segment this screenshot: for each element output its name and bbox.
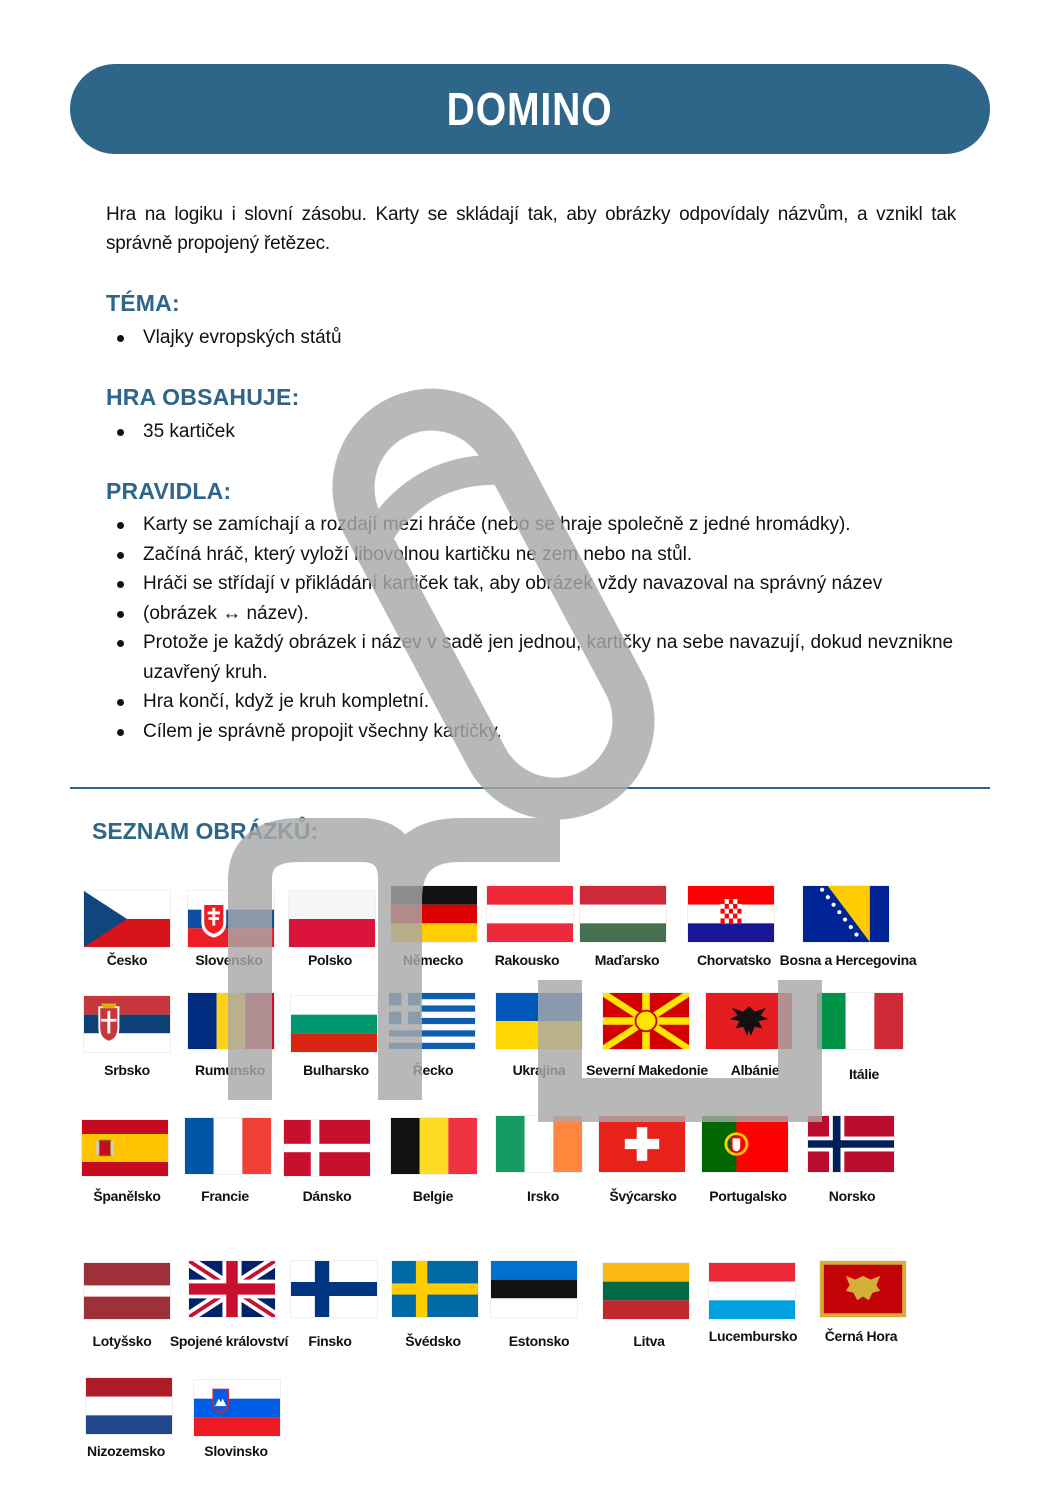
flag-label: Rakousko bbox=[494, 952, 560, 968]
flag-germany-icon bbox=[391, 886, 477, 942]
section-divider bbox=[70, 787, 990, 789]
flag-bulgaria-icon bbox=[291, 996, 377, 1052]
list-item: (obrázek ↔ název). bbox=[106, 599, 956, 629]
flag-label: Německo bbox=[402, 952, 464, 968]
list-item: Začíná hráč, který vyloží libovolnou kartičku ne zem nebo na stůl. bbox=[106, 540, 956, 570]
flag-ukraine-icon bbox=[496, 993, 582, 1049]
list-item: Hráči se střídají v přikládání kartiček tak, aby obrázek vždy navazoval na správný název bbox=[106, 569, 956, 599]
flag-ireland-icon bbox=[496, 1116, 582, 1172]
flag-label: Litva bbox=[633, 1333, 665, 1349]
flag-bosnia-icon bbox=[803, 886, 889, 942]
flag-romania-icon bbox=[188, 993, 274, 1049]
flag-label: Bulharsko bbox=[303, 1062, 369, 1078]
intro-paragraph: Hra na logiku i slovní zásobu. Karty se skládají tak, aby obrázky odpovídaly názvům, a vznikl tak správně propojený řetězec. bbox=[106, 204, 956, 254]
flag-label: Švýcarsko bbox=[609, 1188, 677, 1204]
flag-label: Francie bbox=[201, 1188, 249, 1204]
flag-sweden-icon bbox=[392, 1261, 478, 1317]
flag-france-icon bbox=[185, 1118, 271, 1174]
flag-label: Albánie bbox=[730, 1062, 780, 1078]
flag-finland-icon bbox=[291, 1261, 377, 1317]
flag-label: Černá Hora bbox=[824, 1328, 898, 1344]
flag-slovakia-icon bbox=[188, 891, 274, 947]
flag-label: Řecko bbox=[412, 1062, 454, 1078]
flag-label: Slovensko bbox=[195, 952, 263, 968]
tema-list bbox=[106, 323, 956, 353]
flag-italy-icon bbox=[817, 993, 903, 1049]
flag-label: Slovinsko bbox=[204, 1443, 268, 1459]
flag-serbia-icon bbox=[84, 996, 170, 1052]
flag-label: Srbsko bbox=[104, 1062, 150, 1078]
flag-label: Lucembursko bbox=[708, 1328, 798, 1344]
flag-label: Finsko bbox=[308, 1333, 352, 1349]
flag-label: Spojené království bbox=[169, 1333, 289, 1349]
flag-poland-icon bbox=[289, 891, 375, 947]
flag-label: Irsko bbox=[527, 1188, 559, 1204]
flag-label: Norsko bbox=[828, 1188, 876, 1204]
flag-slovenia-icon bbox=[194, 1380, 280, 1436]
pravidla-list bbox=[106, 510, 956, 746]
flag-label: Belgie bbox=[412, 1188, 454, 1204]
flag-albania-icon bbox=[706, 993, 792, 1049]
flag-label: Švédsko bbox=[405, 1333, 461, 1349]
flag-north-macedonia-icon bbox=[603, 993, 689, 1049]
list-item: Vlajky evropských států bbox=[106, 323, 956, 353]
flag-label: Severní Makedonie bbox=[586, 1062, 708, 1078]
flag-label: Česko bbox=[106, 952, 148, 968]
flag-montenegro-icon bbox=[820, 1261, 906, 1317]
list-item: 35 kartiček bbox=[106, 417, 956, 447]
title-banner bbox=[70, 64, 990, 154]
flag-label: Nizozemsko bbox=[87, 1443, 165, 1459]
flag-portugal-icon bbox=[702, 1116, 788, 1172]
flag-hungary-icon bbox=[580, 886, 666, 942]
flag-denmark-icon bbox=[284, 1120, 370, 1176]
list-item: Cílem je správně propojit všechny kartičky. bbox=[106, 717, 956, 747]
obsah-list bbox=[106, 417, 956, 447]
flag-label: Lotyšsko bbox=[92, 1333, 152, 1349]
flag-estonia-icon bbox=[491, 1261, 577, 1317]
flag-label: Dánsko bbox=[302, 1188, 352, 1204]
flag-latvia-icon bbox=[84, 1263, 170, 1319]
list-item: Protože je každý obrázek i název v sadě jen jednou, kartičky na sebe navazují, dokud nevznikne uzavřený kruh. bbox=[106, 628, 956, 687]
flag-label: Portugalsko bbox=[709, 1188, 787, 1204]
list-heading: SEZNAM OBRÁZKŮ: bbox=[92, 818, 319, 844]
list-item: Hra končí, když je kruh kompletní. bbox=[106, 687, 956, 717]
flag-label: Bosna a Hercegovina bbox=[779, 952, 917, 968]
flag-label: Maďarsko bbox=[594, 952, 660, 968]
flag-label: Itálie bbox=[848, 1066, 880, 1082]
tema-heading: TÉMA: bbox=[106, 290, 180, 316]
flag-label: Chorvatsko bbox=[696, 952, 772, 968]
flag-luxembourg-icon bbox=[709, 1263, 795, 1319]
flag-label: Ukrajina bbox=[512, 1062, 566, 1078]
flag-austria-icon bbox=[487, 886, 573, 942]
flag-greece-icon bbox=[389, 993, 475, 1049]
flag-switzerland-icon bbox=[599, 1116, 685, 1172]
flag-belgium-icon bbox=[391, 1118, 477, 1174]
flag-norway-icon bbox=[808, 1116, 894, 1172]
flag-czechia-icon bbox=[84, 891, 170, 947]
flag-netherlands-icon bbox=[86, 1378, 172, 1434]
flag-croatia-icon bbox=[688, 886, 774, 942]
flag-spain-icon bbox=[82, 1120, 168, 1176]
flag-lithuania-icon bbox=[603, 1263, 689, 1319]
flag-united-kingdom-icon bbox=[189, 1261, 275, 1317]
page-title: DOMINO bbox=[447, 83, 613, 135]
flag-label: Polsko bbox=[307, 952, 353, 968]
flag-label: Rumunsko bbox=[195, 1062, 265, 1078]
flag-label: Španělsko bbox=[93, 1188, 161, 1204]
flag-label: Estonsko bbox=[508, 1333, 570, 1349]
obsah-heading: HRA OBSAHUJE: bbox=[106, 384, 300, 410]
list-item: Karty se zamíchají a rozdají mezi hráče (nebo se hraje společně z jedné hromádky). bbox=[106, 510, 956, 540]
pravidla-heading: PRAVIDLA: bbox=[106, 478, 232, 504]
